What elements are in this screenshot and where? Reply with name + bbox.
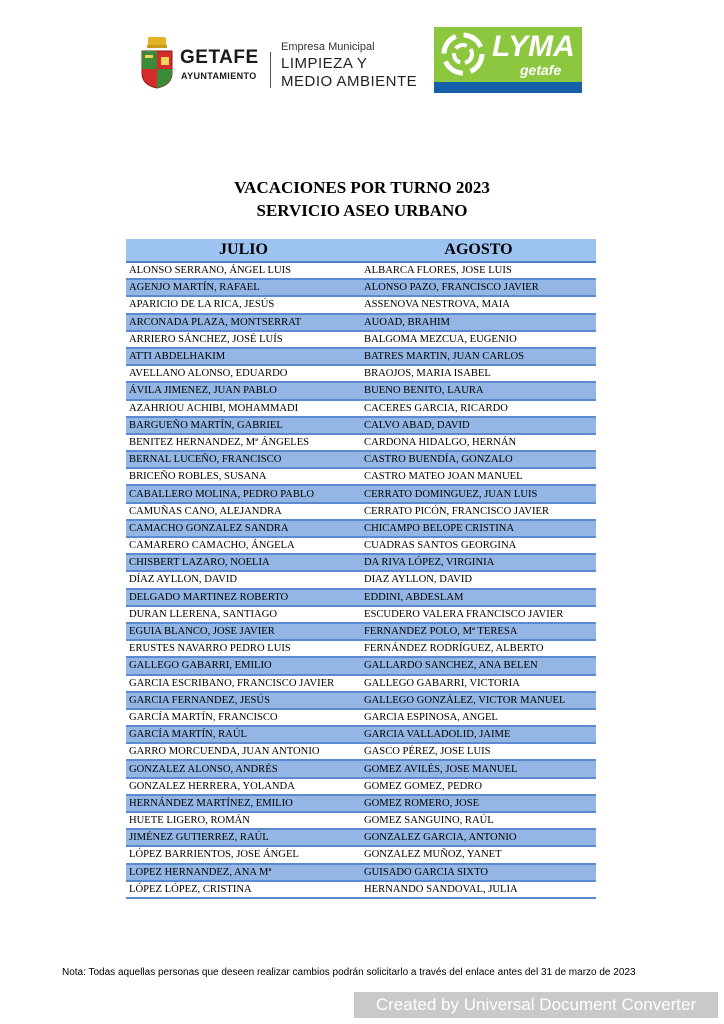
table-row	[126, 589, 596, 606]
company-name-line1: LIMPIEZA Y	[281, 55, 368, 72]
table-row	[126, 503, 596, 520]
julio-cell: BARGUEÑO MARTÍN, GABRIEL	[126, 417, 361, 434]
julio-cell: BENITEZ HERNANDEZ, Mª ÁNGELES	[126, 434, 361, 451]
agosto-cell: CUADRAS SANTOS GEORGINA	[361, 537, 596, 554]
table-row	[126, 468, 596, 485]
column-header-agosto: AGOSTO	[361, 239, 596, 262]
agosto-cell: EDDINI, ABDESLAM	[361, 589, 596, 606]
agosto-cell: CALVO ABAD, DAVID	[361, 417, 596, 434]
vacation-roster-table	[126, 239, 596, 899]
julio-cell: LOPEZ HERNANDEZ, ANA Mª	[126, 864, 361, 881]
agosto-cell: GONZALEZ MUÑOZ, YANET	[361, 846, 596, 863]
agosto-cell: CERRATO DOMINGUEZ, JUAN LUIS	[361, 485, 596, 502]
julio-cell: GARRO MORCUENDA, JUAN ANTONIO	[126, 743, 361, 760]
agosto-cell: DA RIVA LÓPEZ, VIRGINIA	[361, 554, 596, 571]
table-row	[126, 485, 596, 502]
getafe-crest-icon	[140, 35, 174, 89]
julio-cell: DELGADO MARTINEZ ROBERTO	[126, 589, 361, 606]
table-row	[126, 434, 596, 451]
table-row	[126, 537, 596, 554]
table-row	[126, 743, 596, 760]
agosto-cell: GALLEGO GABARRI, VICTORIA	[361, 675, 596, 692]
lyma-wordmark: LYMA	[492, 30, 575, 63]
agosto-cell: ESCUDERO VALERA FRANCISCO JAVIER	[361, 606, 596, 623]
table-row	[126, 571, 596, 588]
agosto-cell: GASCO PÉREZ, JOSE LUIS	[361, 743, 596, 760]
table-row	[126, 296, 596, 313]
julio-cell: ALONSO SERRANO, ÁNGEL LUIS	[126, 262, 361, 279]
lyma-logo-blue-band	[434, 82, 582, 93]
julio-cell: ERUSTES NAVARRO PEDRO LUIS	[126, 640, 361, 657]
julio-cell: HUETE LIGERO, ROMÁN	[126, 812, 361, 829]
agosto-cell: GALLARDO SANCHEZ, ANA BELEN	[361, 657, 596, 674]
agosto-cell: GARCIA ESPINOSA, ANGEL	[361, 709, 596, 726]
table-row	[126, 348, 596, 365]
agosto-cell: HERNANDO SANDOVAL, JULIA	[361, 881, 596, 898]
table-header-row	[126, 239, 596, 262]
table-row	[126, 382, 596, 399]
agosto-cell: ALBARCA FLORES, JOSE LUIS	[361, 262, 596, 279]
table-row	[126, 520, 596, 537]
table-row	[126, 314, 596, 331]
julio-cell: AZAHRIOU ACHIBI, MOHAMMADI	[126, 400, 361, 417]
table-row	[126, 554, 596, 571]
table-row	[126, 675, 596, 692]
julio-cell: GONZALEZ ALONSO, ANDRÉS	[126, 760, 361, 777]
agosto-cell: GARCIA VALLADOLID, JAIME	[361, 726, 596, 743]
agosto-cell: ASSENOVA NESTROVA, MAIA	[361, 296, 596, 313]
table-row	[126, 846, 596, 863]
table-row	[126, 726, 596, 743]
agosto-cell: CASTRO BUENDÍA, GONZALO	[361, 451, 596, 468]
julio-cell: APARICIO DE LA RICA, JESÚS	[126, 296, 361, 313]
table-row	[126, 829, 596, 846]
table-row	[126, 279, 596, 296]
table-row	[126, 864, 596, 881]
swirl-icon	[440, 31, 486, 77]
agosto-cell: CASTRO MATEO JOAN MANUEL	[361, 468, 596, 485]
julio-cell: GALLEGO GABARRI, EMILIO	[126, 657, 361, 674]
agosto-cell: BRAOJOS, MARIA ISABEL	[361, 365, 596, 382]
agosto-cell: CACERES GARCIA, RICARDO	[361, 400, 596, 417]
agosto-cell: DIAZ AYLLON, DAVID	[361, 571, 596, 588]
agosto-cell: BALGOMA MEZCUA, EUGENIO	[361, 331, 596, 348]
agosto-cell: GOMEZ AVILÉS, JOSE MANUEL	[361, 760, 596, 777]
agosto-cell: CHICAMPO BELOPE CRISTINA	[361, 520, 596, 537]
logo-divider	[270, 52, 271, 88]
julio-cell: DÍAZ AYLLON, DAVID	[126, 571, 361, 588]
agosto-cell: CARDONA HIDALGO, HERNÁN	[361, 434, 596, 451]
footer-note: Nota: Todas aquellas personas que deseen realizar cambios podrán solicitarlo a través del enlace antes del 31 de marzo de 2023	[62, 967, 636, 978]
julio-cell: ARCONADA PLAZA, MONTSERRAT	[126, 314, 361, 331]
julio-cell: ATTI ABDELHAKIM	[126, 348, 361, 365]
table-row	[126, 365, 596, 382]
julio-cell: HERNÁNDEZ MARTÍNEZ, EMILIO	[126, 795, 361, 812]
header-logos	[140, 30, 585, 98]
table-row	[126, 692, 596, 709]
agosto-cell: GONZALEZ GARCIA, ANTONIO	[361, 829, 596, 846]
table-row	[126, 657, 596, 674]
table-body	[126, 262, 596, 898]
municipality-name: GETAFE	[180, 47, 259, 68]
table-row	[126, 812, 596, 829]
agosto-cell: GOMEZ ROMERO, JOSE	[361, 795, 596, 812]
table-row	[126, 417, 596, 434]
table-row	[126, 709, 596, 726]
document-title: VACACIONES POR TURNO 2023	[234, 178, 490, 197]
julio-cell: CAMUÑAS CANO, ALEJANDRA	[126, 503, 361, 520]
table-row	[126, 795, 596, 812]
julio-cell: LÓPEZ BARRIENTOS, JOSE ÁNGEL	[126, 846, 361, 863]
julio-cell: GARCÍA MARTÍN, FRANCISCO	[126, 709, 361, 726]
company-name-line2: MEDIO AMBIENTE	[281, 73, 418, 90]
agosto-cell: GOMEZ GOMEZ, PEDRO	[361, 778, 596, 795]
lyma-logo	[434, 27, 582, 93]
table-row	[126, 451, 596, 468]
agosto-cell: FERNÁNDEZ RODRÍGUEZ, ALBERTO	[361, 640, 596, 657]
julio-cell: BRICEÑO ROBLES, SUSANA	[126, 468, 361, 485]
table-row	[126, 760, 596, 777]
julio-cell: CAMARERO CAMACHO, ÁNGELA	[126, 537, 361, 554]
column-header-julio: JULIO	[126, 239, 361, 262]
table-row	[126, 606, 596, 623]
julio-cell: JIMÉNEZ GUTIERREZ, RAÚL	[126, 829, 361, 846]
table-row	[126, 778, 596, 795]
julio-cell: DURAN LLERENA, SANTIAGO	[126, 606, 361, 623]
table-row	[126, 640, 596, 657]
agosto-cell: GOMEZ SANGUINO, RAÚL	[361, 812, 596, 829]
agosto-cell: GUISADO GARCIA SIXTO	[361, 864, 596, 881]
julio-cell: GARCÍA MARTÍN, RAÚL	[126, 726, 361, 743]
agosto-cell: ALONSO PAZO, FRANCISCO JAVIER	[361, 279, 596, 296]
agosto-cell: FERNANDEZ POLO, Mª TERESA	[361, 623, 596, 640]
julio-cell: ÁVILA JIMENEZ, JUAN PABLO	[126, 382, 361, 399]
julio-cell: AGENJO MARTÍN, RAFAEL	[126, 279, 361, 296]
document-subtitle: SERVICIO ASEO URBANO	[256, 201, 468, 220]
agosto-cell: AUOAD, BRAHIM	[361, 314, 596, 331]
julio-cell: CAMACHO GONZALEZ SANDRA	[126, 520, 361, 537]
table-row	[126, 331, 596, 348]
julio-cell: CABALLERO MOLINA, PEDRO PABLO	[126, 485, 361, 502]
julio-cell: BERNAL LUCEÑO, FRANCISCO	[126, 451, 361, 468]
agosto-cell: CERRATO PICÓN, FRANCISCO JAVIER	[361, 503, 596, 520]
agosto-cell: BATRES MARTIN, JUAN CARLOS	[361, 348, 596, 365]
agosto-cell: BUENO BENITO, LAURA	[361, 382, 596, 399]
julio-cell: GARCIA FERNANDEZ, JESÚS	[126, 692, 361, 709]
julio-cell: LÓPEZ LÓPEZ, CRISTINA	[126, 881, 361, 898]
table-row	[126, 623, 596, 640]
agosto-cell: GALLEGO GONZÁLEZ, VICTOR MANUEL	[361, 692, 596, 709]
company-label: Empresa Municipal	[281, 41, 375, 53]
julio-cell: AVELLANO ALONSO, EDUARDO	[126, 365, 361, 382]
julio-cell: GARCIA ESCRIBANO, FRANCISCO JAVIER	[126, 675, 361, 692]
julio-cell: GONZALEZ HERRERA, YOLANDA	[126, 778, 361, 795]
municipality-subtitle: AYUNTAMIENTO	[181, 71, 257, 81]
julio-cell: CHISBERT LAZARO, NOELIA	[126, 554, 361, 571]
lyma-subtitle: getafe	[520, 62, 562, 78]
julio-cell: ARRIERO SÁNCHEZ, JOSÉ LUÍS	[126, 331, 361, 348]
julio-cell: EGUIA BLANCO, JOSE JAVIER	[126, 623, 361, 640]
table-row	[126, 262, 596, 279]
converter-watermark: Created by Universal Document Converter	[354, 992, 718, 1018]
table-row	[126, 400, 596, 417]
table-row	[126, 881, 596, 898]
